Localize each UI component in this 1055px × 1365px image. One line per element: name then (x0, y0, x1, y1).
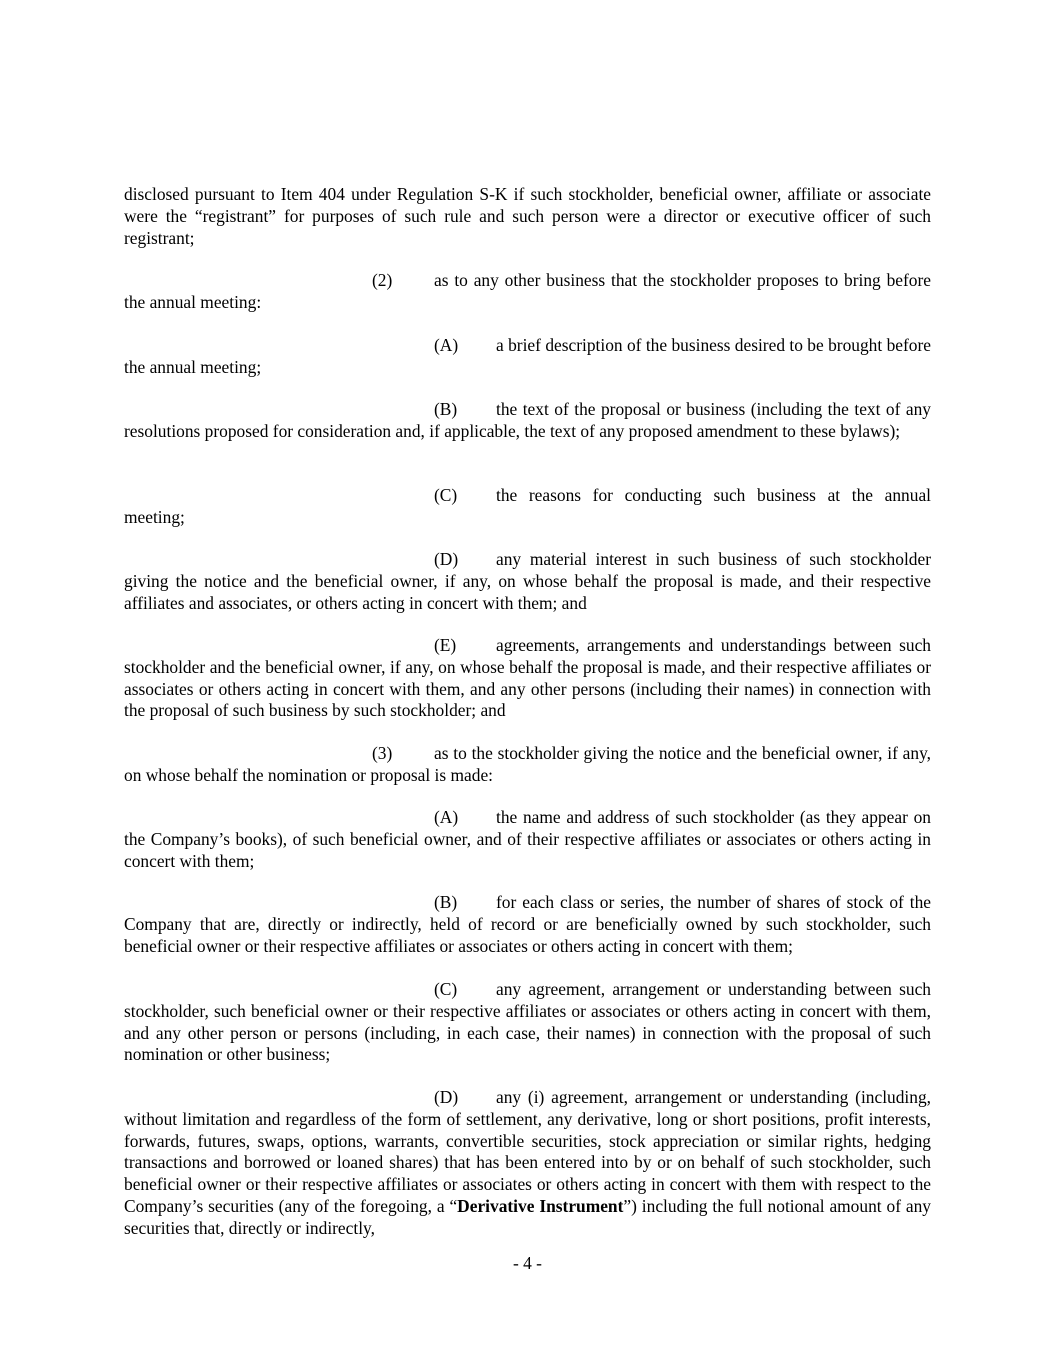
paragraph-item-2b: (B) the text of the proposal or business (including the text of any resolutions proposed for consideration and, if applicable, the text of any proposed amendment to these bylaws); (124, 399, 931, 441)
paragraph-item-2e: (E) agreements, arrangements and understandings between such stockholder and the beneficial owner, if any, on whose behalf the proposal is made, and their respective affiliates or associates or others acting in concert with them, and any other persons (including their names) in connection with the proposal of such business by such stockholder; and (124, 635, 931, 721)
item-number: (C) (434, 979, 458, 999)
paragraph-item-3d: (D) any (i) agreement, arrangement or understanding (including, without limitation and regardless of the form of settlement, any derivative, long or short positions, profit interests, forwards, futures, swaps, options, warrants, convertible securities, stock appreciation or similar rights, hedging transactions and borrowed or loaned shares) that has been entered into by or on behalf of such stockholder, such beneficial owner or their respective affiliates or associates or others acting in concert with them with respect to the Company’s securities (any of the foregoing, a “Derivative Instrument”) including the full notional amount of any securities that, directly or indirectly, (124, 1087, 931, 1238)
paragraph-item-3a: (A) the name and address of such stockholder (as they appear on the Company’s books), of such beneficial owner, and of their respective affiliates or associates or others acting in concert with them; (124, 807, 931, 871)
paragraph-item-2d: (D) any material interest in such business of such stockholder giving the notice and the beneficial owner, if any, on whose behalf the proposal is made, and their respective affiliates and associates, or others acting in concert with them; and (124, 549, 931, 613)
item-number: (A) (434, 807, 459, 827)
item-number: (2) (372, 270, 393, 290)
item-number: (E) (434, 635, 457, 655)
paragraph-item-3b: (B) for each class or series, the number of shares of stock of the Company that are, directly or indirectly, held of record or are beneficially owned by such stockholder, such beneficial owner or their respective affiliates or associates or others acting in concert with them; (124, 892, 931, 956)
paragraph-item-2: (2) as to any other business that the stockholder proposes to bring before the annual meeting: (124, 270, 931, 312)
item-number: (B) (434, 399, 458, 419)
page-number: - 4 - (513, 1253, 542, 1273)
item-number: (D) (434, 1087, 459, 1107)
paragraph-item-3c: (C) any agreement, arrangement or understanding between such stockholder, such beneficial owner or their respective affiliates or associates or others acting in concert with them, and any other person or persons (including, in each case, their names) in connection with the proposal of such nomination or other business; (124, 979, 931, 1065)
item-number: (C) (434, 485, 458, 505)
defined-term: Derivative Instrument (457, 1195, 624, 1216)
paragraph-item-2c: (C) the reasons for conducting such business at the annual meeting; (124, 485, 931, 527)
paragraph-continuation: disclosed pursuant to Item 404 under Regulation S-K if such stockholder, beneficial owner, affiliate or associate were the “registrant” for purposes of such rule and such person were a director or executive officer of such registrant; (124, 184, 931, 248)
paragraph-item-2a: (A) a brief description of the business desired to be brought before the annual meeting; (124, 335, 931, 377)
item-number: (3) (372, 743, 393, 763)
item-number: (B) (434, 892, 458, 912)
item-number: (D) (434, 549, 459, 569)
paragraph-item-3: (3) as to the stockholder giving the notice and the beneficial owner, if any, on whose behalf the nomination or proposal is made: (124, 743, 931, 785)
item-number: (A) (434, 335, 459, 355)
